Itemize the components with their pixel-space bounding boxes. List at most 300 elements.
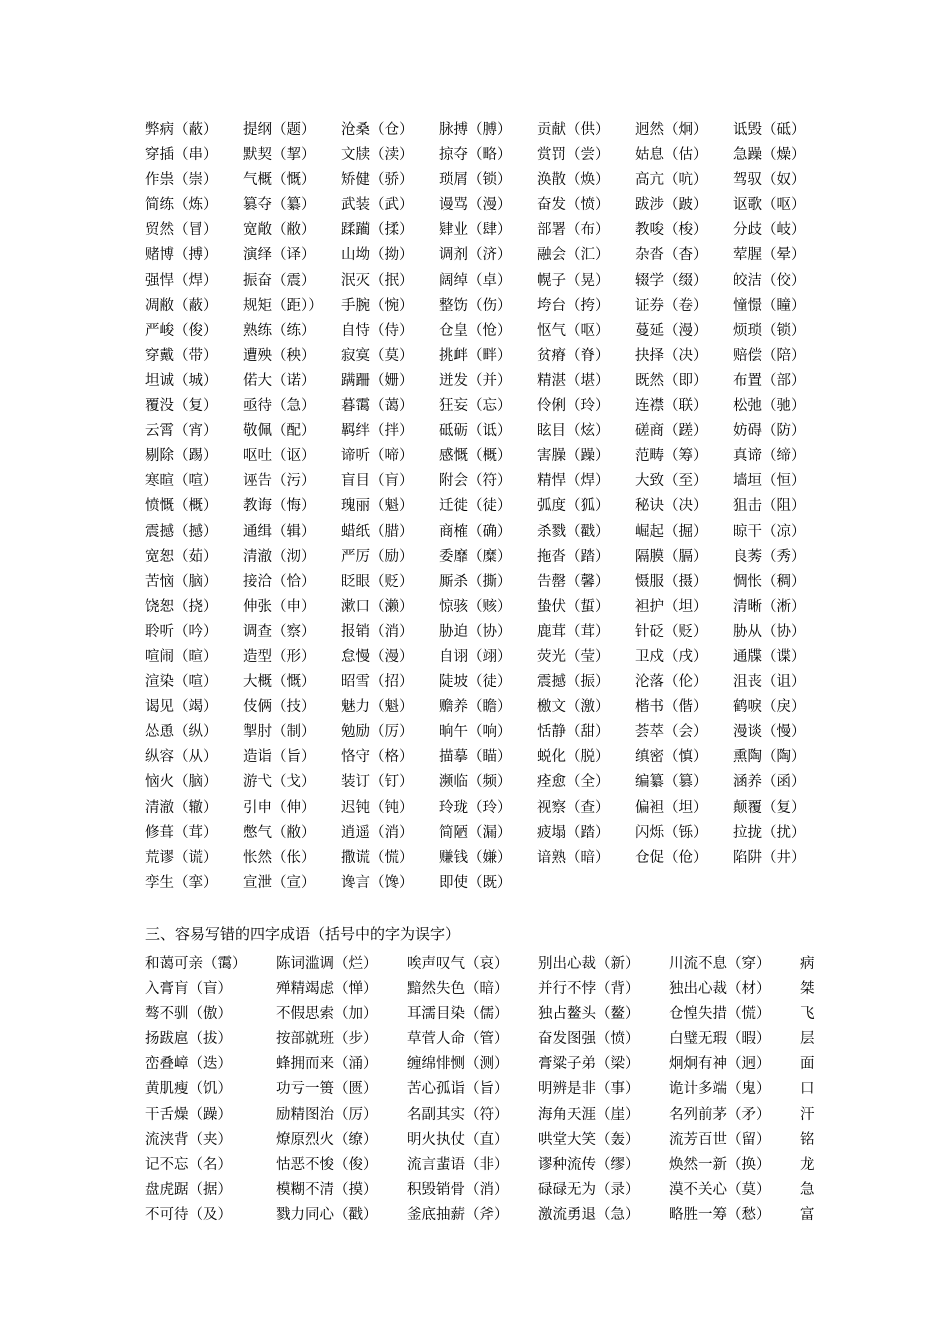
word-pair: 篡夺（纂） (243, 197, 316, 214)
word-pair-row (145, 218, 831, 243)
word-pair: 喧闹（暄） (145, 648, 218, 665)
idiom-entry: 口 (800, 1081, 815, 1098)
word-pair: 默契（挈） (243, 147, 316, 164)
word-pair: 武装（武） (341, 197, 414, 214)
idiom-entry: 川流不息（穿） (669, 956, 771, 972)
word-pair: 苦恼（脑） (145, 573, 218, 590)
word-pair: 涵养（函） (733, 774, 806, 791)
word-pair: 挑衅（畔） (439, 347, 512, 364)
word-pair-row (145, 118, 831, 143)
idiom-entry: 白璧无瑕（暇） (669, 1031, 771, 1048)
idiom-entry: 缠绵悱恻（测） (407, 1056, 509, 1073)
word-pair: 垮台（挎） (537, 297, 610, 314)
word-pair: 既然（即） (635, 372, 708, 389)
word-pair: 奋发（愤） (537, 197, 610, 214)
idiom-entry: 苦心孤诣（旨） (407, 1081, 509, 1098)
word-pair: 大概（慨） (243, 674, 316, 691)
word-pair: 引申（伸） (243, 799, 316, 816)
word-pair: 规矩（距）） (243, 297, 323, 314)
word-pair-row (145, 821, 831, 846)
idiom-entry: 明火执仗（直） (407, 1131, 509, 1148)
word-pair: 迥然（炯） (635, 122, 708, 138)
word-pair: 憋气（敝） (243, 824, 316, 841)
word-pair: 惆怅（稠） (733, 573, 806, 590)
word-pair: 仓皇（怆） (439, 322, 512, 339)
idiom-entry: 励精图治（厉） (276, 1106, 378, 1123)
word-pair: 部署（布） (537, 222, 610, 239)
word-pair: 掠夺（略） (439, 147, 512, 164)
word-pair: 覆没（复） (145, 398, 218, 415)
word-pair: 逍遥（消） (341, 824, 414, 841)
word-pair: 袒护（坦） (635, 598, 708, 615)
word-pair: 大致（至） (635, 473, 708, 490)
idiom-entry: 哄堂大笑（轰） (538, 1131, 640, 1148)
word-pair: 精悍（焊） (537, 473, 610, 490)
idiom-entry: 草菅人命（管） (407, 1031, 509, 1048)
word-pair: 诋毁（砥） (733, 122, 806, 138)
word-pair: 教诲（悔） (243, 498, 316, 515)
word-pair: 阔绰（卓） (439, 272, 512, 289)
word-pair: 装订（钉） (341, 774, 414, 791)
idiom-row (145, 952, 830, 977)
idiom-entry: 不假思索（加） (276, 1006, 378, 1023)
word-pair: 教唆（梭） (635, 222, 708, 239)
idiom-entry: 汗 (800, 1106, 815, 1123)
word-pair-row (145, 846, 831, 871)
word-pair: 恪守（格） (341, 749, 414, 766)
word-pair: 简陋（漏） (439, 824, 512, 841)
word-pair: 泯灭（抿） (341, 272, 414, 289)
word-pair: 敬佩（配） (243, 423, 316, 440)
idiom-entry: 模糊不清（摸） (276, 1181, 378, 1198)
word-pair: 憧憬（瞳） (733, 297, 806, 314)
word-pair: 掣肘（制） (243, 724, 316, 741)
word-pair: 荒谬（谎） (145, 849, 218, 866)
word-pair: 恼火（脑） (145, 774, 218, 791)
word-pair: 辍学（缀） (635, 272, 708, 289)
word-pair: 偌大（诺） (243, 372, 316, 389)
word-pair: 熟练（练） (243, 322, 316, 339)
idiom-entry: 谬种流传（缪） (538, 1156, 640, 1173)
word-pair-row (145, 469, 831, 494)
word-pair: 谙熟（暗） (537, 849, 610, 866)
word-pair: 驾驭（奴） (733, 172, 806, 189)
word-pair-row (145, 444, 831, 469)
word-pair: 烦琐（锁） (733, 322, 806, 339)
word-pair: 沮丧（诅） (733, 674, 806, 691)
word-pair: 谗言（馋） (341, 874, 414, 891)
section-heading: 三、容易写错的四字成语（括号中的字为误字） (145, 925, 461, 943)
word-pair: 贡献（供） (537, 122, 610, 138)
idiom-row (145, 1103, 830, 1128)
word-pair: 寂寞（莫） (341, 347, 414, 364)
word-pair: 良莠（秀） (733, 548, 806, 565)
word-pair: 气概（慨） (243, 172, 316, 189)
word-pair: 赡养（瞻） (439, 699, 512, 716)
word-pair-row (145, 319, 831, 344)
word-pair-row (145, 168, 831, 193)
idiom-entry: 桀 (800, 981, 815, 998)
idiom-row (145, 977, 830, 1002)
word-pair-row (145, 269, 831, 294)
idioms-table (145, 952, 830, 1228)
idiom-entry: 略胜一筹（愁） (669, 1206, 771, 1223)
word-pair: 檄文（激） (537, 699, 610, 716)
word-pair: 清澈（辙） (145, 799, 218, 816)
word-pair: 接洽（恰） (243, 573, 316, 590)
word-pair: 宣泄（宣） (243, 874, 316, 891)
idiom-entry: 蜂拥而来（涌） (276, 1056, 378, 1073)
word-pair: 愤慨（概） (145, 498, 218, 515)
word-pair: 伶俐（玲） (537, 398, 610, 415)
idiom-entry: 入膏肓（盲） (145, 981, 232, 998)
idiom-entry: 飞 (800, 1006, 815, 1023)
word-pair: 跋涉（跛） (635, 197, 708, 214)
word-pair: 脉搏（膊） (439, 122, 512, 138)
word-pair: 云霄（宵） (145, 423, 218, 440)
idiom-entry: 流言蜚语（非） (407, 1156, 509, 1173)
word-pair: 呕吐（讴） (243, 448, 316, 465)
word-pair: 针砭（贬） (635, 623, 708, 640)
idiom-row (145, 1052, 830, 1077)
word-pair-row (145, 745, 831, 770)
word-pair: 拉拢（扰） (733, 824, 806, 841)
idiom-entry: 黄肌瘦（饥） (145, 1081, 232, 1098)
word-pair: 振奋（震） (243, 272, 316, 289)
idiom-entry: 扬跋扈（拔） (145, 1031, 232, 1048)
word-pair: 强悍（焊） (145, 272, 218, 289)
word-pair: 造型（形） (243, 648, 316, 665)
idiom-entry: 记不忘（名） (145, 1156, 232, 1173)
word-pair-row (145, 770, 831, 795)
word-pair: 陷阱（井） (733, 849, 806, 866)
idiom-entry: 碌碌无为（录） (538, 1181, 640, 1198)
word-pair: 坦诚（城） (145, 372, 218, 389)
idiom-entry: 怙恶不悛（俊） (276, 1156, 378, 1173)
word-pair: 调剂（济） (439, 247, 512, 264)
word-pair: 羁绊（拌） (341, 423, 414, 440)
word-pair: 秘诀（决） (635, 498, 708, 515)
word-pair: 赏罚（尝） (537, 147, 610, 164)
word-pair: 怅然（伥） (243, 849, 316, 866)
word-pair: 蜡纸（腊） (341, 523, 414, 540)
word-pair: 讴歌（呕） (733, 197, 806, 214)
word-pair: 卫戍（戌） (635, 648, 708, 665)
word-pair: 眨眼（贬） (341, 573, 414, 590)
word-pair: 纵容（从） (145, 749, 218, 766)
word-pair: 遭殃（秧） (243, 347, 316, 364)
idiom-entry: 面 (800, 1056, 815, 1073)
word-pair: 鹤唳（戾） (733, 699, 806, 716)
word-pair: 穿插（串） (145, 147, 218, 164)
word-pair: 商榷（确） (439, 523, 512, 540)
word-pair: 晌午（响） (439, 724, 512, 741)
idiom-entry: 独占鳌头（鳌） (538, 1006, 640, 1023)
word-pair: 蹒跚（姗） (341, 372, 414, 389)
word-pair: 宽恕（茹） (145, 548, 218, 565)
word-pair: 恬静（甜） (537, 724, 610, 741)
word-pair: 报销（消） (341, 623, 414, 640)
idiom-entry: 戮力同心（戳） (276, 1206, 378, 1223)
idiom-entry: 干舌燥（躁） (145, 1106, 232, 1123)
idiom-entry: 独出心裁（材） (669, 981, 771, 998)
word-pair: 贫瘠（脊） (537, 347, 610, 364)
word-pair: 震撼（撼） (145, 523, 218, 540)
word-pair: 狙击（阻） (733, 498, 806, 515)
word-pair-row (145, 243, 831, 268)
word-pair: 砥砺（诋） (439, 423, 512, 440)
idiom-entry: 釜底抽薪（斧） (407, 1206, 509, 1223)
word-pair: 胁迫（协） (439, 623, 512, 640)
idiom-entry: 膏粱子弟（梁） (538, 1056, 640, 1073)
word-pair: 弊病（蔽） (145, 122, 218, 138)
word-pair: 鹿茸（茸） (537, 623, 610, 640)
word-pair: 感慨（概） (439, 448, 512, 465)
idiom-entry: 铭 (800, 1131, 815, 1148)
word-pair-row (145, 369, 831, 394)
word-pair: 自恃（侍） (341, 322, 414, 339)
word-pair: 荧光（莹） (537, 648, 610, 665)
idiom-entry: 奋发图强（愤） (538, 1031, 640, 1048)
word-pair: 谩骂（漫） (439, 197, 512, 214)
word-pair: 分歧（岐） (733, 222, 806, 239)
word-pair: 孪生（挛） (145, 874, 218, 891)
idiom-entry: 陈词滥调（烂） (276, 956, 378, 972)
word-pair: 手腕（惋） (341, 297, 414, 314)
word-pair-row (145, 344, 831, 369)
idiom-entry: 龙 (800, 1156, 815, 1173)
word-pair: 穿戴（带） (145, 347, 218, 364)
word-pair: 修葺（茸） (145, 824, 218, 841)
word-pair: 撒谎（慌） (341, 849, 414, 866)
word-pair: 颠覆（复） (733, 799, 806, 816)
word-pair-row (145, 494, 831, 519)
idiom-entry: 并行不悖（背） (538, 981, 640, 998)
word-pair: 楷书（偕） (635, 699, 708, 716)
word-pair: 文牍（渎） (341, 147, 414, 164)
idiom-row (145, 1027, 830, 1052)
word-pair: 怠慢（漫） (341, 648, 414, 665)
word-pair: 通缉（辑） (243, 523, 316, 540)
idiom-entry: 功亏一篑（匮） (276, 1081, 378, 1098)
idiom-entry: 漠不关心（莫） (669, 1181, 771, 1198)
idiom-entry: 诡计多端（鬼） (669, 1081, 771, 1098)
word-pair: 晾干（凉） (733, 523, 806, 540)
idiom-entry: 黯然失色（暗） (407, 981, 509, 998)
word-pair: 妨碍（防） (733, 423, 806, 440)
word-pair: 痊愈（全） (537, 774, 610, 791)
word-pair: 高亢（吭） (635, 172, 708, 189)
word-pair: 真谛（缔） (733, 448, 806, 465)
word-pair: 漫谈（慢） (733, 724, 806, 741)
idiom-row (145, 1203, 830, 1228)
word-pair-row (145, 670, 831, 695)
word-pair: 琐屑（锁） (439, 172, 512, 189)
word-pair: 山坳（拗） (341, 247, 414, 264)
idiom-entry: 急 (800, 1181, 815, 1198)
idiom-entry: 激流勇退（急） (538, 1206, 640, 1223)
word-pair: 通牒（谍） (733, 648, 806, 665)
word-pair: 抉择（决） (635, 347, 708, 364)
word-pair: 迟钝（钝） (341, 799, 414, 816)
word-pair: 饶恕（挠） (145, 598, 218, 615)
word-pair: 害臊（躁） (537, 448, 610, 465)
idiom-entry: 层 (800, 1031, 815, 1048)
word-pair: 告罄（馨） (537, 573, 610, 590)
word-pair: 贸然（冒） (145, 222, 218, 239)
word-pair: 矫健（骄） (341, 172, 414, 189)
word-pairs-table (145, 118, 831, 896)
word-pair-row (145, 620, 831, 645)
word-pair: 清晰（淅） (733, 598, 806, 615)
idiom-entry: 不可待（及） (145, 1206, 232, 1223)
idiom-entry: 殚精竭虑（惮） (276, 981, 378, 998)
idiom-entry: 仓惶失措（慌） (669, 1006, 771, 1023)
word-pair: 蔓延（漫） (635, 322, 708, 339)
idiom-entry: 名副其实（符） (407, 1106, 509, 1123)
word-pair: 涣散（焕） (537, 172, 610, 189)
word-pair-row (145, 796, 831, 821)
word-pair: 亟待（急） (243, 398, 316, 415)
word-pair: 赔偿（陪） (733, 347, 806, 364)
idiom-entry: 积毁销骨（消） (407, 1181, 509, 1198)
word-pair: 眩目（炫） (537, 423, 610, 440)
word-pair: 简练（炼） (145, 197, 218, 214)
word-pair: 厮杀（撕） (439, 573, 512, 590)
word-pair: 整饬（伤） (439, 297, 512, 314)
word-pair: 杀戮（戳） (537, 523, 610, 540)
idiom-entry: 和蔼可亲（霭） (145, 956, 247, 972)
word-pair: 演绎（译） (243, 247, 316, 264)
word-pair: 迸发（并） (439, 372, 512, 389)
idiom-entry: 骜不驯（傲） (145, 1006, 232, 1023)
word-pair-row (145, 193, 831, 218)
idiom-entry: 海角天涯（崖） (538, 1106, 640, 1123)
word-pair: 凋敝（蔽） (145, 297, 218, 314)
word-pair: 拖沓（踏） (537, 548, 610, 565)
word-pair: 调查（察） (243, 623, 316, 640)
word-pair: 沧桑（仓） (341, 122, 414, 138)
idiom-entry: 炯炯有神（迥） (669, 1056, 771, 1073)
word-pair: 仓促（伧） (635, 849, 708, 866)
word-pair-row (145, 720, 831, 745)
idiom-row (145, 1128, 830, 1153)
word-pair-row (145, 645, 831, 670)
idiom-row (145, 1178, 830, 1203)
word-pair: 证券（卷） (635, 297, 708, 314)
word-pair-row (145, 520, 831, 545)
word-pair: 崛起（掘） (635, 523, 708, 540)
word-pair: 委靡（糜） (439, 548, 512, 565)
word-pair: 怂恿（纵） (145, 724, 218, 741)
word-pair-row (145, 595, 831, 620)
word-pair: 剔除（踢） (145, 448, 218, 465)
word-pair: 诬告（污） (243, 473, 316, 490)
word-pair: 蜕化（脱） (537, 749, 610, 766)
word-pair: 墙垣（恒） (733, 473, 806, 490)
word-pair: 幌子（晃） (537, 272, 610, 289)
idiom-row (145, 1077, 830, 1102)
word-pair: 闪烁（铄） (635, 824, 708, 841)
word-pair: 疲塌（踏） (537, 824, 610, 841)
word-pair: 盲目（肓） (341, 473, 414, 490)
idiom-entry: 唉声叹气（哀） (407, 956, 509, 972)
word-pair-row (145, 570, 831, 595)
word-pair: 肄业（肆） (439, 222, 512, 239)
word-pair: 偏袒（坦） (635, 799, 708, 816)
word-pair: 震撼（振） (537, 674, 610, 691)
word-pair-row (145, 545, 831, 570)
word-pair: 连襟（联） (635, 398, 708, 415)
word-pair-row (145, 143, 831, 168)
word-pair-row (145, 394, 831, 419)
idiom-entry: 别出心裁（新） (538, 956, 640, 972)
word-pair: 编纂（篡） (635, 774, 708, 791)
word-pair: 视察（查） (537, 799, 610, 816)
word-pair: 融会（汇） (537, 247, 610, 264)
word-pair: 杂沓（杳） (635, 247, 708, 264)
word-pair: 暮霭（蔼） (341, 398, 414, 415)
word-pair-row (145, 419, 831, 444)
word-pair: 谛听（啼） (341, 448, 414, 465)
word-pair: 严厉（励） (341, 548, 414, 565)
word-pair: 漱口（濑） (341, 598, 414, 615)
word-pair-row (145, 871, 831, 896)
word-pair: 胁从（协） (733, 623, 806, 640)
idiom-entry: 峦叠嶂（迭） (145, 1056, 232, 1073)
word-pair: 谒见（竭） (145, 699, 218, 716)
idiom-entry: 燎原烈火（缭） (276, 1131, 378, 1148)
idiom-entry: 病 (800, 956, 815, 972)
word-pair: 陡坡（徒） (439, 674, 512, 691)
word-pair: 寒暄（喧） (145, 473, 218, 490)
word-pair: 慑服（摄） (635, 573, 708, 590)
idiom-row (145, 1002, 830, 1027)
word-pair: 缜密（慎） (635, 749, 708, 766)
word-pair: 蹂躏（揉） (341, 222, 414, 239)
word-pair: 宽敞（敝） (243, 222, 316, 239)
word-pair: 玲珑（玲） (439, 799, 512, 816)
word-pair: 附会（符） (439, 473, 512, 490)
idiom-entry: 按部就班（步） (276, 1031, 378, 1048)
word-pair: 提纲（题） (243, 122, 316, 138)
word-pair: 昭雪（招） (341, 674, 414, 691)
word-pair: 清澈（沏） (243, 548, 316, 565)
idiom-entry: 盘虎踞（据） (145, 1181, 232, 1198)
word-pair: 怄气（呕） (537, 322, 610, 339)
word-pair: 布置（部） (733, 372, 806, 389)
idiom-entry: 流浃背（夹） (145, 1131, 232, 1148)
word-pair: 作祟（崇） (145, 172, 218, 189)
word-pair: 伸张（申） (243, 598, 316, 615)
word-pair: 渲染（喧） (145, 674, 218, 691)
word-pair: 荟萃（会） (635, 724, 708, 741)
word-pair: 隔膜（膈） (635, 548, 708, 565)
word-pair: 赚钱（嫌） (439, 849, 512, 866)
word-pair: 蛰伏（蜇） (537, 598, 610, 615)
word-pair: 沦落（伦） (635, 674, 708, 691)
word-pair: 荤腥（晕） (733, 247, 806, 264)
word-pair: 游弋（戈） (243, 774, 316, 791)
idiom-entry: 焕然一新（换） (669, 1156, 771, 1173)
word-pair: 迁徙（徒） (439, 498, 512, 515)
word-pair: 范畴（筹） (635, 448, 708, 465)
word-pair: 急躁（燥） (733, 147, 806, 164)
word-pair-row (145, 294, 831, 319)
word-pair: 描摹（瞄） (439, 749, 512, 766)
word-pair: 瑰丽（魁） (341, 498, 414, 515)
word-pair: 魅力（魁） (341, 699, 414, 716)
